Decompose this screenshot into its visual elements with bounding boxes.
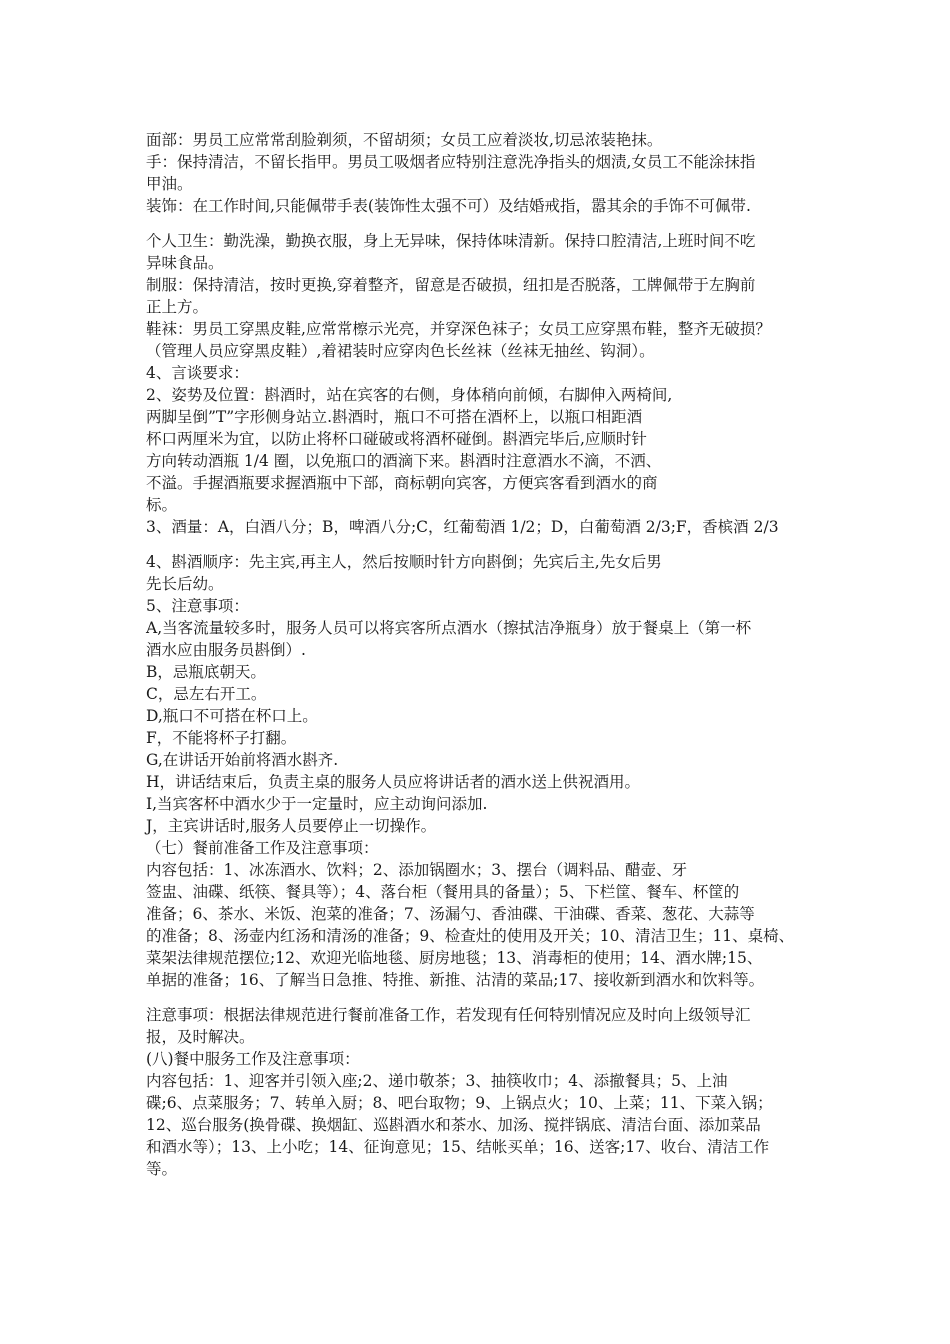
text-line: 鞋袜：男员工穿黑皮鞋,应常常檫示光亮，并穿深色袜子；女员工应穿黑布鞋，整齐无破损？	[146, 320, 771, 338]
document-body	[146, 129, 826, 1180]
text-line: 内容包括：1、冰冻酒水、饮料；2、添加锅圈水；3、摆台（调料品、醋壶、牙	[146, 861, 688, 879]
text-line: 5、注意事项：	[146, 597, 249, 615]
text-line: 的准备；8、汤壶内红汤和清汤的准备；9、检查灶的使用及开关；10、清洁卫生；11、桌椅、	[146, 927, 795, 945]
paragraph-gap	[146, 217, 826, 230]
text-line: 方向转动酒瓶 1/4 圈，以免瓶口的酒滴下来。斟酒时注意酒水不滴，不洒、	[146, 452, 662, 470]
text-line: 4、斟酒顺序：先主宾,再主人，然后按顺时针方向斟倒；先宾后主,先女后男	[146, 553, 662, 571]
text-line: C，忌左右开工。	[146, 685, 267, 703]
paragraph-gap	[146, 991, 826, 1004]
text-line: 两脚呈倒”T”字形侧身站立.斟酒时，瓶口不可搭在酒杯上，以瓶口相距酒	[146, 408, 643, 426]
text-line: 酒水应由服务员斟倒）.	[146, 641, 306, 659]
text-line: H，讲话结束后，负责主桌的服务人员应将讲话者的酒水送上供祝酒用。	[146, 773, 641, 791]
paragraph-gap	[146, 538, 826, 551]
text-line: 甲油。	[146, 175, 193, 193]
text-line: B，忌瓶底朝天。	[146, 663, 266, 681]
text-line: I,当宾客杯中酒水少于一定量时，应主动询问添加.	[146, 795, 488, 813]
text-line: 4、言谈要求：	[146, 364, 249, 382]
text-line: 个人卫生：勤洗澡，勤换衣服，身上无异味，保持体味清新。保持口腔清洁,上班时间不吃	[146, 232, 756, 250]
text-line: （七）餐前准备工作及注意事项：	[146, 839, 379, 857]
text-line: D,瓶口不可搭在杯口上。	[146, 707, 318, 725]
text-line: 和酒水等）；13、上小吃；14、征询意见；15、结帐买单；16、送客;17、收台、清洁工作	[146, 1138, 770, 1156]
text-line: 手：保持清洁，不留长指甲。男员工吸烟者应特别注意洗净指头的烟渍,女员工不能涂抹指	[146, 153, 756, 171]
text-line: 等。	[146, 1160, 178, 1178]
text-line: 制服：保持清洁，按时更换,穿着整齐，留意是否破损，纽扣是否脱落，工牌佩带于左胸前	[146, 276, 756, 294]
text-line: 准备；6、茶水、米饭、泡菜的准备；7、汤漏勺、香油碟、干油碟、香菜、葱花、大蒜等	[146, 905, 755, 923]
text-line: F，不能将杯子打翻。	[146, 729, 297, 747]
text-line: A,当客流量较多时，服务人员可以将宾客所点酒水（擦拭洁净瓶身）放于餐桌上（第一杯	[146, 619, 752, 637]
text-line: 异味食品。	[146, 254, 224, 272]
text-line: 单据的准备；16、了解当日急推、特推、新推、沽清的菜品;17、接收新到酒水和饮料等。	[146, 971, 765, 989]
text-line: 不溢。手握酒瓶要求握酒瓶中下部，商标朝向宾客，方便宾客看到酒水的商	[146, 474, 658, 492]
text-line: 签盅、油碟、纸筷、餐具等）；4、落台柜（餐用具的备量）；5、下栏筐、餐车、杯筐的	[146, 883, 740, 901]
text-line: 菜架法律规范摆位;12、欢迎光临地毯、厨房地毯；13、消毒柜的使用；14、酒水牌;15、	[146, 949, 763, 967]
text-line: 正上方。	[146, 298, 209, 316]
text-line: G,在讲话开始前将酒水斟齐.	[146, 751, 339, 769]
text-line: 面部：男员工应常常刮脸剃须，不留胡须；女员工应着淡妆,切忌浓装艳抹。	[146, 131, 663, 149]
text-line: 报，及时解决。	[146, 1028, 255, 1046]
text-line: J，主宾讲话时,服务人员要停止一切操作。	[146, 817, 437, 835]
text-line: 杯口两厘米为宜，以防止将杯口碰破或将酒杯碰倒。斟酒完毕后,应顺时针	[146, 430, 647, 448]
text-line: （管理人员应穿黑皮鞋）,着裙装时应穿肉色长丝袜（丝袜无抽丝、钩洞）。	[146, 342, 655, 360]
text-line: (八)餐中服务工作及注意事项：	[146, 1050, 360, 1068]
text-line: 注意事项：根据法律规范进行餐前准备工作，若发现有任何特别情况应及时向上级领导汇	[146, 1006, 751, 1024]
text-line: 内容包括：1、迎客并引领入座;2、递巾敬茶；3、抽筷收巾；4、添撤餐具；5、上油	[146, 1072, 728, 1090]
text-line: 2、姿势及位置：斟酒时，站在宾客的右侧，身体稍向前倾，右脚伸入两椅间,	[146, 386, 673, 404]
text-line: 装饰：在工作时间,只能佩带手表(装饰性太强不可）及结婚戒指，嚣其余的手饰不可佩带.	[146, 197, 751, 215]
text-line: 先长后幼。	[146, 575, 224, 593]
text-line: 3、酒量：A，白酒八分；B，啤酒八分;C，红葡萄酒 1/2；D，白葡萄酒 2/3;F，香槟酒 2/3	[146, 518, 779, 536]
text-line: 标。	[146, 496, 178, 514]
text-line: 碟;6、点菜服务；7、转单入厨；8、吧台取物；9、上锅点火；10、上菜；11、下菜入锅；	[146, 1094, 773, 1112]
text-line: 12、巡台服务(换骨碟、换烟缸、巡斟酒水和茶水、加汤、搅拌锅底、清洁台面、添加菜品	[146, 1116, 761, 1134]
